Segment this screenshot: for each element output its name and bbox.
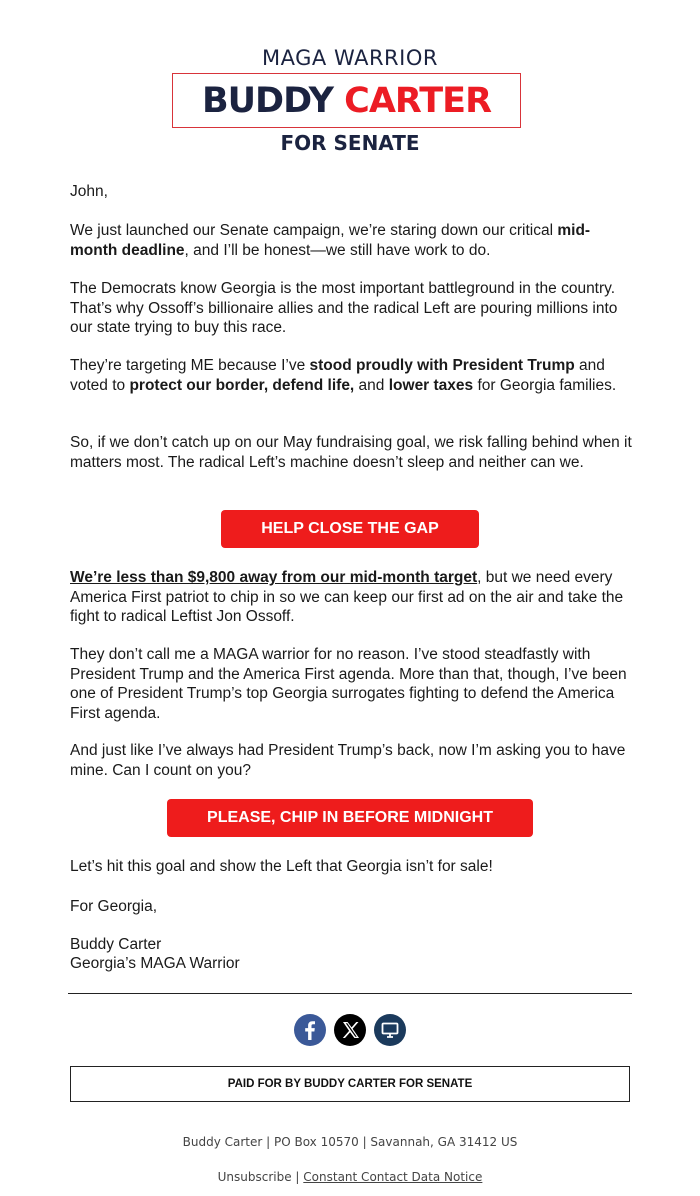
signature-name: Buddy Carter xyxy=(70,936,162,953)
help-close-gap-button[interactable]: HELP CLOSE THE GAP xyxy=(221,510,479,548)
p5-text: , but we need every America First patriot to chip in so we can keep our first ad on the air and take the fight to radical Leftist Jon Ossoff. xyxy=(70,569,624,625)
mailing-address: Buddy Carter | PO Box 10570 | Savannah, GA 31412 US xyxy=(182,1135,518,1149)
unsubscribe-link[interactable]: Unsubscribe xyxy=(217,1170,292,1184)
p3-bold-c: lower taxes xyxy=(388,376,474,394)
p3-text-d: for Georgia families. xyxy=(473,376,617,394)
logo-first-name: BUDDY xyxy=(201,81,333,121)
signoff: For Georgia, xyxy=(70,898,158,915)
p3-bold-b: protect our border, defend life, xyxy=(129,376,355,394)
logo-tagline: MAGA WARRIOR xyxy=(262,46,438,70)
paragraph-2: The Democrats know Georgia is the most important battleground in the country. That’s why Ossoff’s billionaire allies and the radical Left are pouring millions into our state trying to buy this race. xyxy=(70,280,618,336)
paragraph-7: And just like I’ve always had President Trump’s back, now I’m asking you to have mine. Can I count on you? xyxy=(70,742,626,779)
email-header xyxy=(0,0,700,170)
unsubscribe-row xyxy=(0,1170,700,1184)
paragraph-5 xyxy=(70,568,635,627)
facebook-icon[interactable] xyxy=(294,1014,326,1046)
footer-separator: | xyxy=(295,1170,300,1184)
logo-last-name: CARTER xyxy=(344,81,492,121)
footer-divider xyxy=(68,993,632,994)
greeting: John, xyxy=(70,183,108,200)
x-icon[interactable] xyxy=(334,1014,366,1046)
paragraph-3 xyxy=(70,356,635,395)
website-icon[interactable] xyxy=(374,1014,406,1046)
data-notice-link[interactable]: Constant Contact Data Notice xyxy=(303,1170,483,1184)
signature-title: Georgia’s MAGA Warrior xyxy=(70,955,240,972)
logo-name-box xyxy=(172,73,521,128)
logo-subtitle: FOR SENATE xyxy=(280,131,420,155)
paragraph-1 xyxy=(70,221,635,260)
chip-in-button[interactable]: PLEASE, CHIP IN BEFORE MIDNIGHT xyxy=(167,799,533,837)
p1-text-a: We just launched our Senate campaign, we’re staring down our critical xyxy=(70,222,558,239)
p3-bold-a: stood proudly with President Trump xyxy=(309,357,575,374)
p1-bold-a: mid-month deadline xyxy=(70,222,591,259)
p3-text-c: and xyxy=(354,376,389,394)
paragraph-6: They don’t call me a MAGA warrior for no reason. I’ve stood steadfastly with President Trump and the America First agenda. More than that, though, I’ve been one of President Trump’s top Georgia surrogates fighting to defend the America First agenda. xyxy=(70,646,627,722)
p1-text-b: , and I’ll be honest—we still have work to do. xyxy=(184,241,491,259)
paragraph-4: So, if we don’t catch up on our May fundraising goal, we risk falling behind when it matters most. The radical Left’s machine doesn’t sleep and neither can we. xyxy=(70,434,632,471)
target-link[interactable]: We’re less than $9,800 away from our mid-month target xyxy=(70,569,478,586)
paid-for-disclaimer: PAID FOR BY BUDDY CARTER FOR SENATE xyxy=(70,1066,630,1102)
paragraph-8: Let’s hit this goal and show the Left that Georgia isn’t for sale! xyxy=(70,858,493,875)
p3-text-b: and voted to xyxy=(70,357,605,394)
logo-name xyxy=(173,74,520,129)
p3-text-a: They’re targeting ME because I’ve xyxy=(70,357,310,374)
